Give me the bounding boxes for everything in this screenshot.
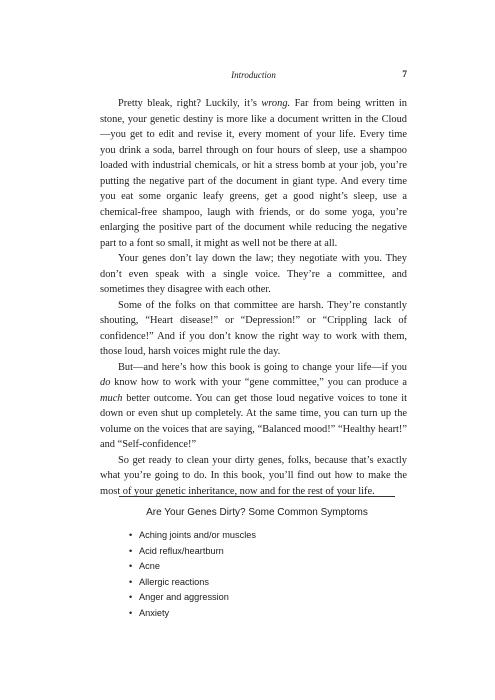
symptoms-sidebar (119, 496, 395, 621)
symptom-label: Allergic reactions (139, 576, 209, 587)
symptom-list-item (129, 544, 395, 560)
emphasis-text: much (100, 392, 123, 404)
symptom-list-item (129, 575, 395, 591)
symptom-list-item (129, 590, 395, 606)
paragraph (100, 96, 407, 251)
symptom-list-item (129, 606, 395, 622)
emphasis-text: do (100, 377, 111, 388)
running-head (100, 70, 407, 84)
text-run: Far from being written in stone, your genetic destiny is more like a document written in the Cloud—you get to edit and revise it, every moment of your life. Every time you drink a soda, barrel through on four hours of sleep, use a shampoo loaded with industrial chemicals, or hit a stress bomb at your job, you’re putting the negative part of the document in giant type. And every time you eat some organic leafy greens, get a good night’s sleep, use a chemical-free shampoo, laugh with friends, or do some yoga, you’re enlarging the positive part of the document while reducing the negative part to a font so small, it might as well not be there at all. (100, 98, 408, 249)
sidebar-title: Are Your Genes Dirty? Some Common Symptoms (146, 507, 368, 518)
emphasis-text: wrong. (261, 98, 291, 109)
symptom-label: Anger and aggression (139, 592, 229, 602)
symptom-label: Aching joints and/or muscles (139, 530, 256, 540)
text-run: Some of the folks on that committee are harsh. They’re constantly shouting, “Heart disease!” or “Depression!” or “Crippling lack of confidence!” And if you don’t know the right way to work with them, those loud, harsh voices might rule the day. (100, 299, 407, 357)
text-run: So get ready to clean your dirty genes, folks, because that’s exactly what you’re going to do. In this book, you’ll find out how to make the most of your genetic inheritance, now and for the rest of your life. (100, 454, 407, 497)
symptom-label: Acid reflux/heartburn (139, 545, 224, 556)
text-run: But—and here’s how this book is going to change your life—if you (118, 361, 407, 373)
bullet-icon: • (129, 530, 133, 540)
bullet-icon: • (129, 561, 133, 571)
symptom-label: Acne (139, 561, 160, 571)
symptom-list-item (129, 559, 395, 575)
bullet-icon: • (129, 576, 133, 587)
bullet-icon: • (129, 607, 133, 618)
sidebar-top-rule (119, 496, 395, 497)
paragraph (100, 360, 407, 453)
page-number: 7 (402, 70, 407, 80)
text-run: know how to work with your “gene committee,” you can produce a (110, 377, 407, 388)
text-run: Your genes don’t lay down the law; they negotiate with you. They don’t even speak with a single voice. They’re a committee, and sometimes they disagree with each other. (100, 253, 407, 295)
paragraph (100, 298, 407, 360)
paragraph (100, 251, 407, 298)
body-text (100, 96, 407, 499)
text-run: Pretty bleak, right? Luckily, it’s (118, 98, 262, 109)
symptom-list-item (129, 528, 395, 544)
text-run: better outcome. You can get those loud negative voices to tone it down or even shut up completely. At the same time, you can turn up the volume on the voices that are saying, “Balanced mood!” “Healthy heart!” and “Self-confidence!” (100, 392, 407, 450)
symptom-label: Anxiety (139, 607, 170, 618)
paragraph (100, 453, 407, 500)
running-head-section: Introduction (231, 70, 276, 80)
symptom-list (119, 528, 395, 621)
bullet-icon: • (129, 545, 133, 556)
bullet-icon: • (129, 592, 133, 602)
